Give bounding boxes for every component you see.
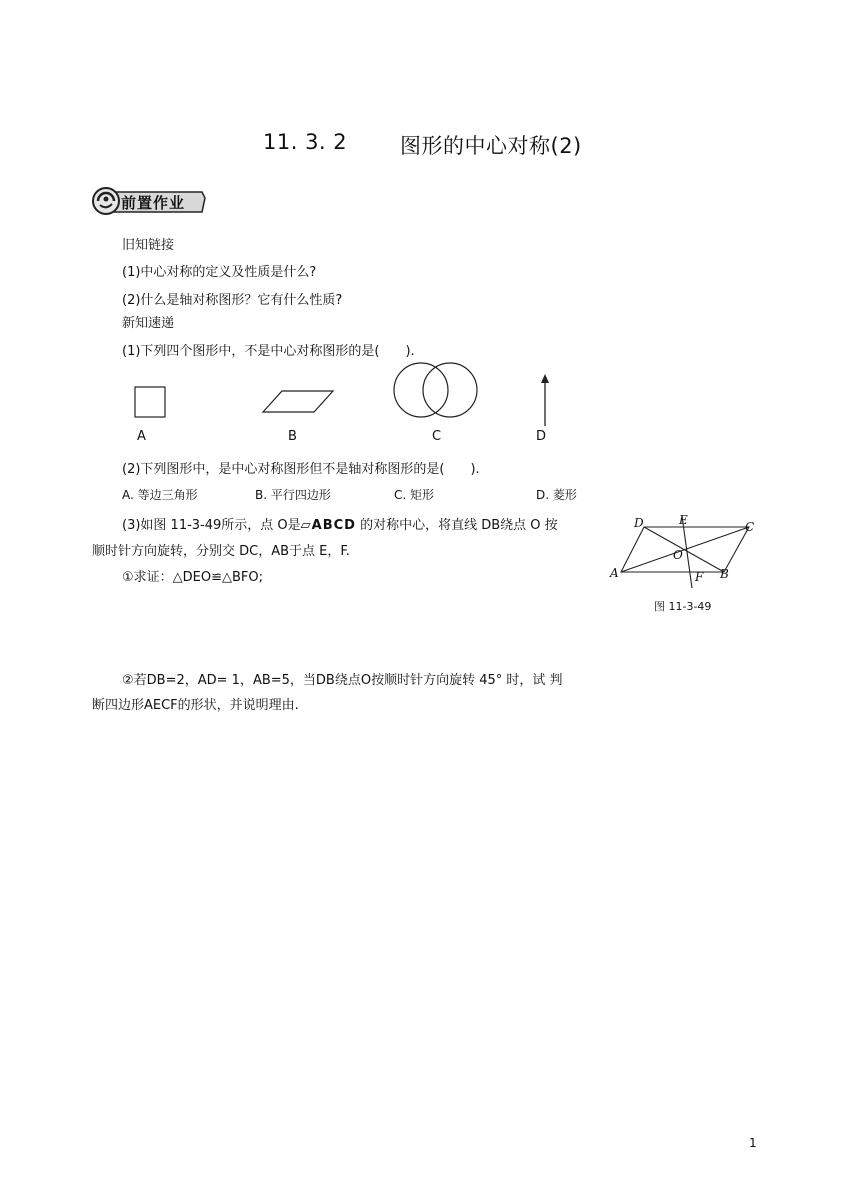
figure-label-e: E [679,513,688,527]
question-3-stem-part-c: 的对称中心，将直线 DB绕点 O 按 [360,518,558,533]
title-number: 11. 3. 2 [263,130,348,154]
old-knowledge-heading: 旧知链接 [122,238,175,253]
option-b-label: B [288,429,297,444]
question-2-option-a: A. 等边三角形 [122,488,198,502]
figure-label-c: C [745,520,755,534]
question-1-stem: (1)下列四个图形中，不是中心对称图形的是( ). [122,344,415,359]
old-question-2: (2)什么是轴对称图形？它有什么性质? [122,293,343,308]
question-3-stem-part-a: (3)如图 11-3-49所示，点 O是 [122,518,301,533]
section-badge-label: 前置作业 [121,194,186,212]
page-title: 图形的中心对称(2) [400,134,582,158]
figure-caption: 图 11-3-49 [654,600,712,613]
figure-label-o: O [673,548,683,562]
question-2-option-d: D. 菱形 [536,488,577,502]
question-2-option-c: C. 矩形 [394,488,435,502]
question-3-stem-line-1 [122,514,558,533]
question-3-part-2-line-1: ②若DB=2，AD= 1，AB=5，当DB绕点O按顺时针方向旋转 45° 时，试 判 [122,673,563,688]
page-number: 1 [749,1136,757,1150]
option-d-label: D [536,429,547,444]
option-b-parallelogram-figure [262,390,334,414]
new-knowledge-heading: 新知速递 [122,316,175,331]
figure-label-d: D [634,516,644,530]
question-3-part-2-line-2: 断四边形AECF的形状，并说明理由. [92,698,299,713]
option-c-label: C [432,429,442,444]
figure-label-a: A [610,566,619,580]
figure-label-b: B [720,567,729,581]
option-a-label: A [137,429,146,444]
option-c-circles-figure [393,362,479,420]
old-question-1: (1)中心对称的定义及性质是什么? [122,265,317,280]
parallelogram-name: ▱ABCD [300,518,356,533]
question-2-option-b: B. 平行四边形 [255,488,331,502]
option-a-square-figure [134,386,166,418]
option-d-arrow-figure [538,374,552,426]
question-3-part-1: ①求证：△DEO≌△BFO; [122,570,264,585]
question-2-stem: (2)下列图形中，是中心对称图形但不是轴对称图形的是( ). [122,462,480,477]
figure-label-f: F [695,570,704,584]
question-3-stem-line-2: 顺时针方向旋转，分别交 DC，AB于点 E，F. [92,544,350,559]
